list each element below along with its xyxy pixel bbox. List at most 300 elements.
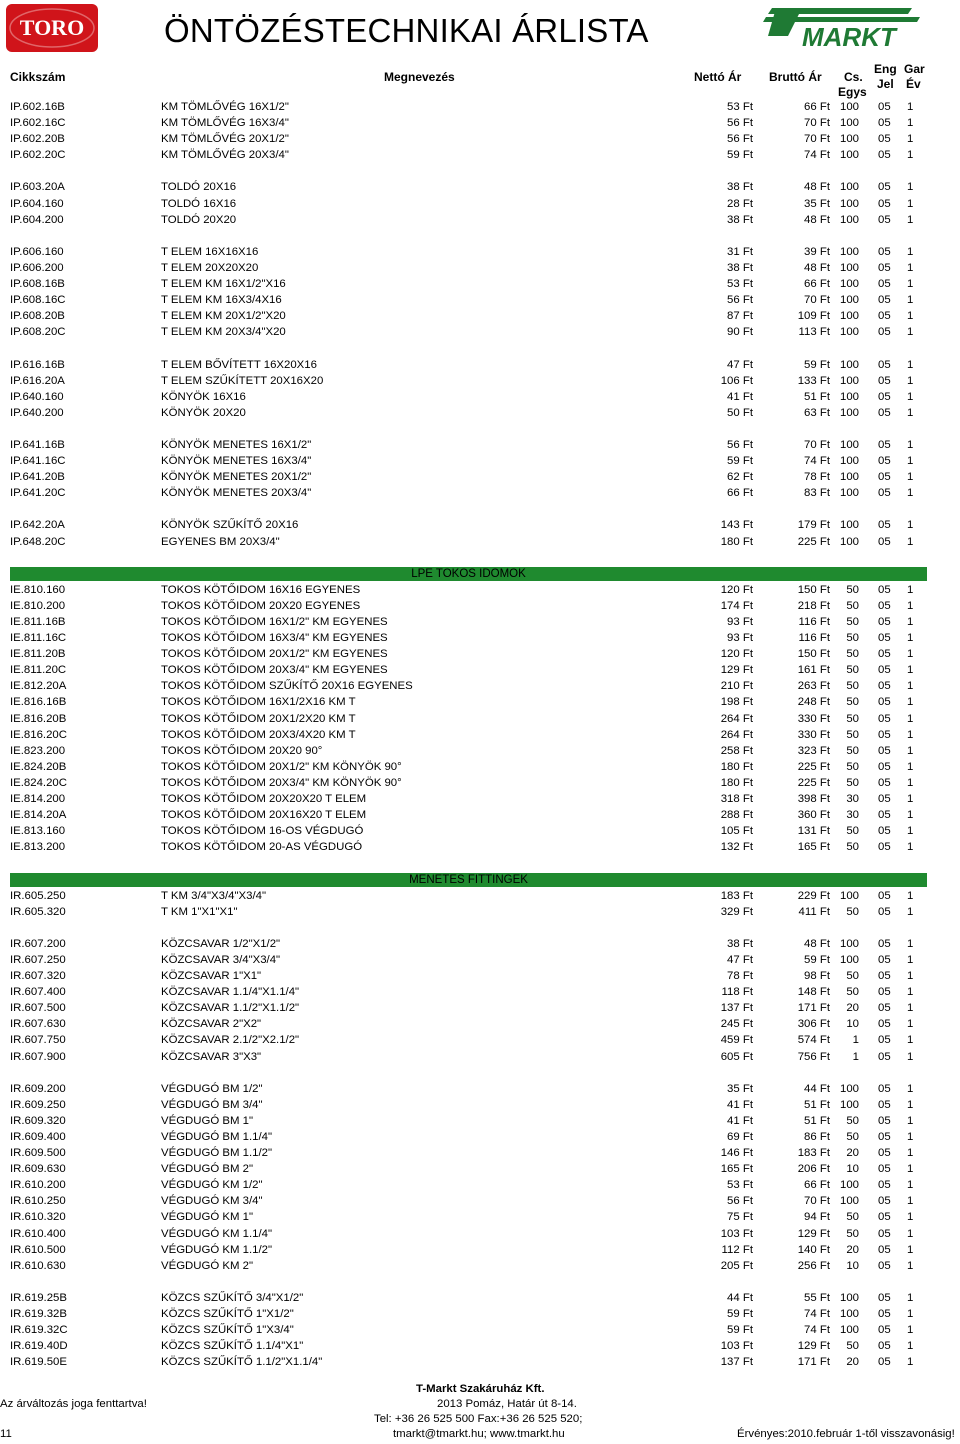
cell-unit: 50 bbox=[846, 680, 859, 693]
table-row bbox=[0, 711, 960, 727]
cell-name: T KM 1"X1"X1" bbox=[161, 905, 238, 918]
section-title: MENETES FITTINGEK bbox=[409, 873, 528, 886]
cell-warranty: 1 bbox=[907, 744, 914, 757]
cell-gross-price: 113 Ft bbox=[798, 326, 830, 339]
cell-net-price: 56 Ft bbox=[727, 438, 753, 451]
cell-name: TOKOS KÖTŐIDOM 16-OS VÉGDUGÓ bbox=[161, 825, 364, 838]
table-row bbox=[0, 727, 960, 743]
cell-name: VÉGDUGÓ KM 1.1/2" bbox=[161, 1243, 273, 1256]
table-row bbox=[0, 823, 960, 839]
cell-group: 05 bbox=[878, 197, 891, 210]
cell-group: 05 bbox=[878, 1324, 891, 1337]
cell-code: IP.608.20B bbox=[10, 310, 65, 323]
cell-warranty: 1 bbox=[907, 133, 914, 146]
cell-gross-price: 179 Ft bbox=[797, 519, 830, 532]
table-row bbox=[0, 179, 960, 195]
cell-unit: 100 bbox=[839, 1082, 859, 1095]
cell-gross-price: 94 Ft bbox=[804, 1211, 830, 1224]
cell-name: KÖZCS SZŰKÍTŐ 3/4"X1/2" bbox=[161, 1291, 304, 1304]
table-row bbox=[0, 807, 960, 823]
cell-warranty: 1 bbox=[907, 1163, 914, 1176]
cell-net-price: 38 Ft bbox=[727, 213, 753, 226]
cell-name: TOKOS KÖTŐIDOM 16X1/2X16 KM T bbox=[161, 696, 356, 709]
cell-warranty: 1 bbox=[907, 728, 914, 741]
cell-gross-price: 44 Ft bbox=[804, 1082, 830, 1095]
cell-name: KÖZCSAVAR 1/2"X1/2" bbox=[161, 937, 281, 950]
cell-net-price: 47 Ft bbox=[727, 953, 753, 966]
cell-group: 05 bbox=[878, 825, 891, 838]
cell-unit: 100 bbox=[839, 1098, 859, 1111]
cell-code: IR.610.250 bbox=[10, 1195, 66, 1208]
table-row bbox=[0, 1322, 960, 1338]
cell-gross-price: 35 Ft bbox=[804, 197, 830, 210]
cell-warranty: 1 bbox=[907, 1002, 914, 1015]
cell-name: TOLDÓ 20X16 bbox=[161, 181, 237, 194]
cell-name: KÖNYÖK MENETES 20X3/4" bbox=[161, 487, 312, 500]
cell-group: 05 bbox=[878, 970, 891, 983]
cell-group: 05 bbox=[878, 841, 891, 854]
cell-name: TOKOS KÖTŐIDOM SZŰKÍTŐ 20X16 EGYENES bbox=[161, 680, 413, 693]
table-row bbox=[0, 196, 960, 212]
cell-name: KÖZCS SZŰKÍTŐ 1"X1/2" bbox=[161, 1308, 294, 1321]
cell-net-price: 132 Ft bbox=[720, 841, 753, 854]
cell-group: 05 bbox=[878, 599, 891, 612]
cell-name: VÉGDUGÓ BM 1" bbox=[161, 1114, 254, 1127]
cell-unit: 20 bbox=[846, 1002, 859, 1015]
cell-unit: 20 bbox=[846, 1356, 859, 1369]
cell-warranty: 1 bbox=[907, 970, 914, 983]
cell-name: KÖNYÖK 20X20 bbox=[161, 406, 246, 419]
cell-gross-price: 55 Ft bbox=[804, 1291, 830, 1304]
cell-code: IE.816.20B bbox=[10, 712, 67, 725]
cell-gross-price: 39 Ft bbox=[804, 245, 830, 258]
cell-group: 05 bbox=[878, 680, 891, 693]
table-row bbox=[0, 453, 960, 469]
cell-code: IR.610.500 bbox=[10, 1243, 66, 1256]
cell-gross-price: 66 Ft bbox=[804, 101, 830, 113]
spacer-row bbox=[0, 550, 960, 566]
cell-name: KÖZCSAVAR 3"X3" bbox=[161, 1050, 262, 1063]
cell-gross-price: 165 Ft bbox=[797, 841, 830, 854]
cell-unit: 100 bbox=[839, 390, 859, 403]
cell-group: 05 bbox=[878, 664, 891, 677]
cell-name: KM TÖMLŐVÉG 16X1/2" bbox=[161, 101, 289, 113]
cell-name: KÖNYÖK MENETES 16X3/4" bbox=[161, 455, 312, 468]
cell-gross-price: 161 Ft bbox=[797, 664, 830, 677]
cell-code: IP.608.20C bbox=[10, 326, 66, 339]
cell-warranty: 1 bbox=[907, 1259, 914, 1272]
cell-group: 05 bbox=[878, 487, 891, 500]
cell-name: T ELEM KM 20X1/2"X20 bbox=[161, 310, 286, 323]
cell-code: IR.610.630 bbox=[10, 1259, 66, 1272]
cell-name: VÉGDUGÓ BM 3/4" bbox=[161, 1098, 263, 1111]
cell-unit: 100 bbox=[839, 471, 859, 484]
table-row bbox=[0, 1081, 960, 1097]
cell-unit: 50 bbox=[846, 616, 859, 628]
cell-unit: 50 bbox=[846, 825, 859, 838]
cell-group: 05 bbox=[878, 117, 891, 130]
cell-net-price: 59 Ft bbox=[727, 149, 753, 162]
cell-gross-price: 411 Ft bbox=[798, 905, 830, 918]
table-row bbox=[0, 437, 960, 453]
cell-gross-price: 48 Ft bbox=[804, 213, 830, 226]
cell-gross-price: 78 Ft bbox=[804, 471, 830, 484]
cell-name: TOKOS KÖTŐIDOM 16X1/2" KM EGYENES bbox=[161, 616, 388, 628]
cell-warranty: 1 bbox=[907, 583, 914, 596]
table-row bbox=[0, 469, 960, 485]
cell-group: 05 bbox=[878, 1147, 891, 1160]
cell-group: 05 bbox=[878, 776, 891, 789]
spacer-row bbox=[0, 421, 960, 437]
cell-group: 05 bbox=[878, 712, 891, 725]
cell-name: KÖNYÖK MENETES 16X1/2" bbox=[161, 438, 312, 451]
table-row bbox=[0, 357, 960, 373]
cell-warranty: 1 bbox=[907, 664, 914, 677]
table-row bbox=[0, 131, 960, 147]
cell-name: KÖZCS SZŰKÍTŐ 1.1/4"X1" bbox=[161, 1340, 304, 1353]
cell-group: 05 bbox=[878, 101, 891, 113]
cell-net-price: 47 Ft bbox=[727, 358, 753, 371]
table-row bbox=[0, 244, 960, 260]
cell-code: IP.608.16B bbox=[10, 278, 65, 291]
table-row bbox=[0, 1209, 960, 1225]
cell-net-price: 143 Ft bbox=[720, 519, 753, 532]
cell-name: VÉGDUGÓ BM 1.1/4" bbox=[161, 1131, 273, 1143]
table-row bbox=[0, 1000, 960, 1016]
cell-net-price: 78 Ft bbox=[727, 970, 753, 983]
cell-net-price: 264 Ft bbox=[720, 728, 753, 741]
cell-gross-price: 70 Ft bbox=[804, 438, 830, 451]
cell-unit: 100 bbox=[839, 438, 859, 451]
cell-code: IE.814.20A bbox=[10, 809, 67, 822]
cell-unit: 100 bbox=[839, 213, 859, 226]
cell-code: IR.607.900 bbox=[10, 1050, 66, 1063]
table-row bbox=[0, 1193, 960, 1209]
cell-net-price: 87 Ft bbox=[727, 310, 753, 323]
cell-unit: 100 bbox=[839, 133, 859, 146]
table-row bbox=[0, 904, 960, 920]
cell-unit: 50 bbox=[846, 696, 859, 709]
cell-name: KÖNYÖK 16X16 bbox=[161, 390, 246, 403]
spacer-row bbox=[0, 163, 960, 179]
cell-group: 05 bbox=[878, 1034, 891, 1047]
cell-unit: 50 bbox=[846, 648, 859, 661]
cell-net-price: 210 Ft bbox=[720, 680, 753, 693]
cell-unit: 50 bbox=[846, 986, 859, 999]
table-row bbox=[0, 147, 960, 163]
cell-unit: 50 bbox=[846, 1211, 859, 1224]
footer-company: T-Markt Szakáruház Kft. bbox=[416, 1383, 545, 1395]
cell-net-price: 105 Ft bbox=[720, 825, 753, 838]
cell-warranty: 1 bbox=[907, 535, 914, 548]
cell-warranty: 1 bbox=[907, 294, 914, 307]
cell-net-price: 90 Ft bbox=[727, 326, 753, 339]
cell-name: TOKOS KÖTŐIDOM 20X16X20 T ELEM bbox=[161, 809, 367, 822]
cell-name: TOKOS KÖTŐIDOM 20X1/2" KM EGYENES bbox=[161, 648, 388, 661]
cell-unit: 20 bbox=[846, 1147, 859, 1160]
cell-group: 05 bbox=[878, 760, 891, 773]
table-row bbox=[0, 308, 960, 324]
cell-code: IP.616.20A bbox=[10, 374, 65, 387]
cell-unit: 100 bbox=[839, 326, 859, 339]
col-header-unit-2: Egys bbox=[838, 85, 867, 99]
cell-code: IE.811.20C bbox=[10, 664, 67, 677]
table-row bbox=[0, 1242, 960, 1258]
cell-gross-price: 171 Ft bbox=[797, 1356, 830, 1369]
cell-group: 05 bbox=[878, 213, 891, 226]
cell-gross-price: 116 Ft bbox=[798, 616, 830, 628]
spacer-row bbox=[0, 920, 960, 936]
cell-name: VÉGDUGÓ KM 1/2" bbox=[161, 1179, 263, 1192]
cell-name: TOKOS KÖTŐIDOM 20X20 EGYENES bbox=[161, 599, 361, 612]
cell-unit: 1 bbox=[852, 1034, 859, 1047]
cell-name: KÖZCS SZŰKÍTŐ 1.1/2"X1.1/4" bbox=[161, 1356, 323, 1369]
cell-group: 05 bbox=[878, 294, 891, 307]
cell-warranty: 1 bbox=[907, 809, 914, 822]
cell-name: TOKOS KÖTŐIDOM 20X20X20 T ELEM bbox=[161, 793, 367, 806]
cell-group: 05 bbox=[878, 471, 891, 484]
cell-warranty: 1 bbox=[907, 1147, 914, 1160]
spacer-row bbox=[0, 501, 960, 517]
cell-net-price: 56 Ft bbox=[727, 133, 753, 146]
cell-group: 05 bbox=[878, 1340, 891, 1353]
table-row bbox=[0, 1258, 960, 1274]
cell-group: 05 bbox=[878, 326, 891, 339]
cell-group: 05 bbox=[878, 1002, 891, 1015]
cell-warranty: 1 bbox=[907, 197, 914, 210]
cell-name: KÖZCSAVAR 2.1/2"X2.1/2" bbox=[161, 1034, 300, 1047]
cell-code: IE.813.200 bbox=[10, 841, 66, 854]
cell-unit: 100 bbox=[839, 487, 859, 500]
cell-group: 05 bbox=[878, 953, 891, 966]
table-row bbox=[0, 1226, 960, 1242]
table-row bbox=[0, 260, 960, 276]
cell-gross-price: 225 Ft bbox=[797, 760, 830, 773]
cell-code: IE.823.200 bbox=[10, 744, 66, 757]
cell-group: 05 bbox=[878, 1082, 891, 1095]
cell-unit: 100 bbox=[839, 535, 859, 548]
cell-code: IR.609.630 bbox=[10, 1163, 66, 1176]
cell-gross-price: 248 Ft bbox=[797, 696, 830, 709]
cell-group: 05 bbox=[878, 390, 891, 403]
cell-group: 05 bbox=[878, 1163, 891, 1176]
cell-group: 05 bbox=[878, 1291, 891, 1304]
col-header-year-1: Gar bbox=[904, 62, 925, 76]
cell-gross-price: 306 Ft bbox=[797, 1018, 830, 1031]
cell-group: 05 bbox=[878, 261, 891, 274]
cell-name: T KM 3/4"X3/4"X3/4" bbox=[161, 889, 266, 902]
cell-group: 05 bbox=[878, 616, 891, 628]
footer-address: 2013 Pomáz, Határ út 8-14. bbox=[437, 1398, 577, 1410]
price-table bbox=[0, 99, 960, 1370]
cell-gross-price: 83 Ft bbox=[804, 487, 830, 500]
cell-group: 05 bbox=[878, 535, 891, 548]
cell-unit: 100 bbox=[839, 245, 859, 258]
cell-group: 05 bbox=[878, 1308, 891, 1321]
cell-net-price: 53 Ft bbox=[727, 101, 753, 113]
cell-name: T ELEM KM 16X1/2"X16 bbox=[161, 278, 286, 291]
cell-name: KM TÖMLŐVÉG 20X1/2" bbox=[161, 133, 289, 146]
cell-code: IP.641.16C bbox=[10, 455, 66, 468]
cell-gross-price: 150 Ft bbox=[797, 583, 830, 596]
cell-gross-price: 51 Ft bbox=[804, 1114, 830, 1127]
table-row bbox=[0, 743, 960, 759]
cell-net-price: 93 Ft bbox=[727, 616, 753, 628]
cell-unit: 50 bbox=[846, 583, 859, 596]
cell-unit: 50 bbox=[846, 599, 859, 612]
cell-net-price: 120 Ft bbox=[720, 583, 753, 596]
table-row bbox=[0, 1177, 960, 1193]
cell-group: 05 bbox=[878, 1050, 891, 1063]
cell-gross-price: 48 Ft bbox=[804, 181, 830, 194]
col-header-group-1: Eng bbox=[874, 62, 897, 76]
cell-group: 05 bbox=[878, 986, 891, 999]
table-row bbox=[0, 839, 960, 855]
cell-warranty: 1 bbox=[907, 213, 914, 226]
markt-logo bbox=[762, 6, 920, 50]
cell-name: KÖNYÖK SZŰKÍTŐ 20X16 bbox=[161, 519, 299, 532]
cell-code: IP.602.20C bbox=[10, 149, 66, 162]
cell-code: IR.610.400 bbox=[10, 1227, 66, 1240]
cell-code: IR.605.250 bbox=[10, 889, 66, 902]
cell-warranty: 1 bbox=[907, 905, 914, 918]
cell-group: 05 bbox=[878, 809, 891, 822]
cell-warranty: 1 bbox=[907, 117, 914, 130]
cell-net-price: 112 Ft bbox=[721, 1243, 753, 1256]
cell-net-price: 174 Ft bbox=[720, 599, 753, 612]
cell-code: IP.641.20C bbox=[10, 487, 66, 500]
cell-unit: 100 bbox=[839, 117, 859, 130]
cell-code: IR.607.500 bbox=[10, 1002, 66, 1015]
col-header-unit-1: Cs. bbox=[844, 70, 863, 84]
cell-gross-price: 256 Ft bbox=[797, 1259, 830, 1272]
cell-warranty: 1 bbox=[907, 825, 914, 838]
cell-code: IP.642.20A bbox=[10, 519, 65, 532]
toro-logo bbox=[6, 4, 98, 52]
cell-warranty: 1 bbox=[907, 1291, 914, 1304]
cell-unit: 50 bbox=[846, 841, 859, 854]
cell-unit: 100 bbox=[839, 294, 859, 307]
cell-code: IE.824.20B bbox=[10, 760, 67, 773]
cell-gross-price: 574 Ft bbox=[797, 1034, 830, 1047]
table-row bbox=[0, 115, 960, 131]
cell-unit: 100 bbox=[839, 1179, 859, 1192]
cell-unit: 100 bbox=[839, 455, 859, 468]
cell-net-price: 56 Ft bbox=[727, 294, 753, 307]
cell-code: IR.619.25B bbox=[10, 1291, 67, 1304]
table-row bbox=[0, 968, 960, 984]
cell-code: IR.607.400 bbox=[10, 986, 66, 999]
cell-net-price: 106 Ft bbox=[720, 374, 753, 387]
section-header bbox=[0, 872, 960, 888]
cell-warranty: 1 bbox=[907, 599, 914, 612]
cell-gross-price: 74 Ft bbox=[804, 455, 830, 468]
table-row bbox=[0, 678, 960, 694]
cell-gross-price: 70 Ft bbox=[804, 117, 830, 130]
cell-name: TOKOS KÖTŐIDOM 16X3/4" KM EGYENES bbox=[161, 632, 388, 645]
cell-code: IR.610.200 bbox=[10, 1179, 66, 1192]
table-row bbox=[0, 1049, 960, 1065]
col-header-code: Cikkszám bbox=[10, 70, 66, 84]
cell-group: 05 bbox=[878, 406, 891, 419]
cell-net-price: 205 Ft bbox=[720, 1259, 753, 1272]
cell-group: 05 bbox=[878, 793, 891, 806]
cell-gross-price: 74 Ft bbox=[804, 1324, 830, 1337]
cell-code: IR.605.320 bbox=[10, 905, 66, 918]
cell-unit: 100 bbox=[839, 1308, 859, 1321]
cell-code: IR.609.250 bbox=[10, 1098, 66, 1111]
cell-code: IP.640.200 bbox=[10, 406, 64, 419]
cell-net-price: 38 Ft bbox=[727, 937, 753, 950]
cell-warranty: 1 bbox=[907, 1098, 914, 1111]
cell-net-price: 44 Ft bbox=[727, 1291, 753, 1304]
cell-unit: 50 bbox=[846, 760, 859, 773]
table-row bbox=[0, 389, 960, 405]
cell-net-price: 38 Ft bbox=[727, 181, 753, 194]
cell-gross-price: 229 Ft bbox=[797, 889, 830, 902]
cell-net-price: 329 Ft bbox=[720, 905, 753, 918]
cell-warranty: 1 bbox=[907, 712, 914, 725]
cell-name: EGYENES BM 20X3/4" bbox=[161, 535, 280, 548]
cell-warranty: 1 bbox=[907, 616, 914, 628]
cell-net-price: 245 Ft bbox=[720, 1018, 753, 1031]
cell-group: 05 bbox=[878, 1179, 891, 1192]
cell-code: IP.606.160 bbox=[10, 245, 64, 258]
cell-net-price: 264 Ft bbox=[720, 712, 753, 725]
cell-name: TOKOS KÖTŐIDOM 20X3/4" KM EGYENES bbox=[161, 664, 388, 677]
cell-net-price: 31 Ft bbox=[727, 245, 753, 258]
table-row bbox=[0, 1129, 960, 1145]
cell-name: KÖZCSAVAR 3/4"X3/4" bbox=[161, 953, 281, 966]
cell-warranty: 1 bbox=[907, 1082, 914, 1095]
cell-gross-price: 330 Ft bbox=[797, 712, 830, 725]
cell-code: IE.816.20C bbox=[10, 728, 67, 741]
cell-code: IE.812.20A bbox=[10, 680, 67, 693]
cell-net-price: 103 Ft bbox=[720, 1340, 753, 1353]
table-row bbox=[0, 775, 960, 791]
cell-code: IR.609.200 bbox=[10, 1082, 66, 1095]
cell-net-price: 38 Ft bbox=[727, 261, 753, 274]
cell-net-price: 137 Ft bbox=[720, 1356, 753, 1369]
cell-name: T ELEM 16X16X16 bbox=[161, 245, 259, 258]
cell-code: IP.640.160 bbox=[10, 390, 64, 403]
cell-name: VÉGDUGÓ KM 3/4" bbox=[161, 1195, 263, 1208]
cell-net-price: 28 Ft bbox=[727, 197, 753, 210]
cell-name: VÉGDUGÓ BM 2" bbox=[161, 1163, 254, 1176]
cell-gross-price: 66 Ft bbox=[804, 278, 830, 291]
cell-code: IP.606.200 bbox=[10, 261, 64, 274]
cell-group: 05 bbox=[878, 438, 891, 451]
cell-gross-price: 129 Ft bbox=[797, 1340, 830, 1353]
cell-unit: 50 bbox=[846, 905, 859, 918]
cell-warranty: 1 bbox=[907, 1179, 914, 1192]
cell-code: IE.810.160 bbox=[10, 583, 66, 596]
table-row bbox=[0, 1290, 960, 1306]
cell-gross-price: 86 Ft bbox=[804, 1131, 830, 1143]
cell-net-price: 459 Ft bbox=[720, 1034, 753, 1047]
cell-code: IR.607.200 bbox=[10, 937, 66, 950]
cell-net-price: 118 Ft bbox=[721, 986, 753, 999]
cell-code: IP.641.16B bbox=[10, 438, 65, 451]
table-row bbox=[0, 373, 960, 389]
cell-net-price: 69 Ft bbox=[727, 1131, 753, 1143]
cell-code: IP.604.200 bbox=[10, 213, 64, 226]
cell-unit: 100 bbox=[839, 406, 859, 419]
cell-warranty: 1 bbox=[907, 438, 914, 451]
cell-code: IE.810.200 bbox=[10, 599, 66, 612]
cell-gross-price: 148 Ft bbox=[797, 986, 830, 999]
cell-code: IE.813.160 bbox=[10, 825, 66, 838]
